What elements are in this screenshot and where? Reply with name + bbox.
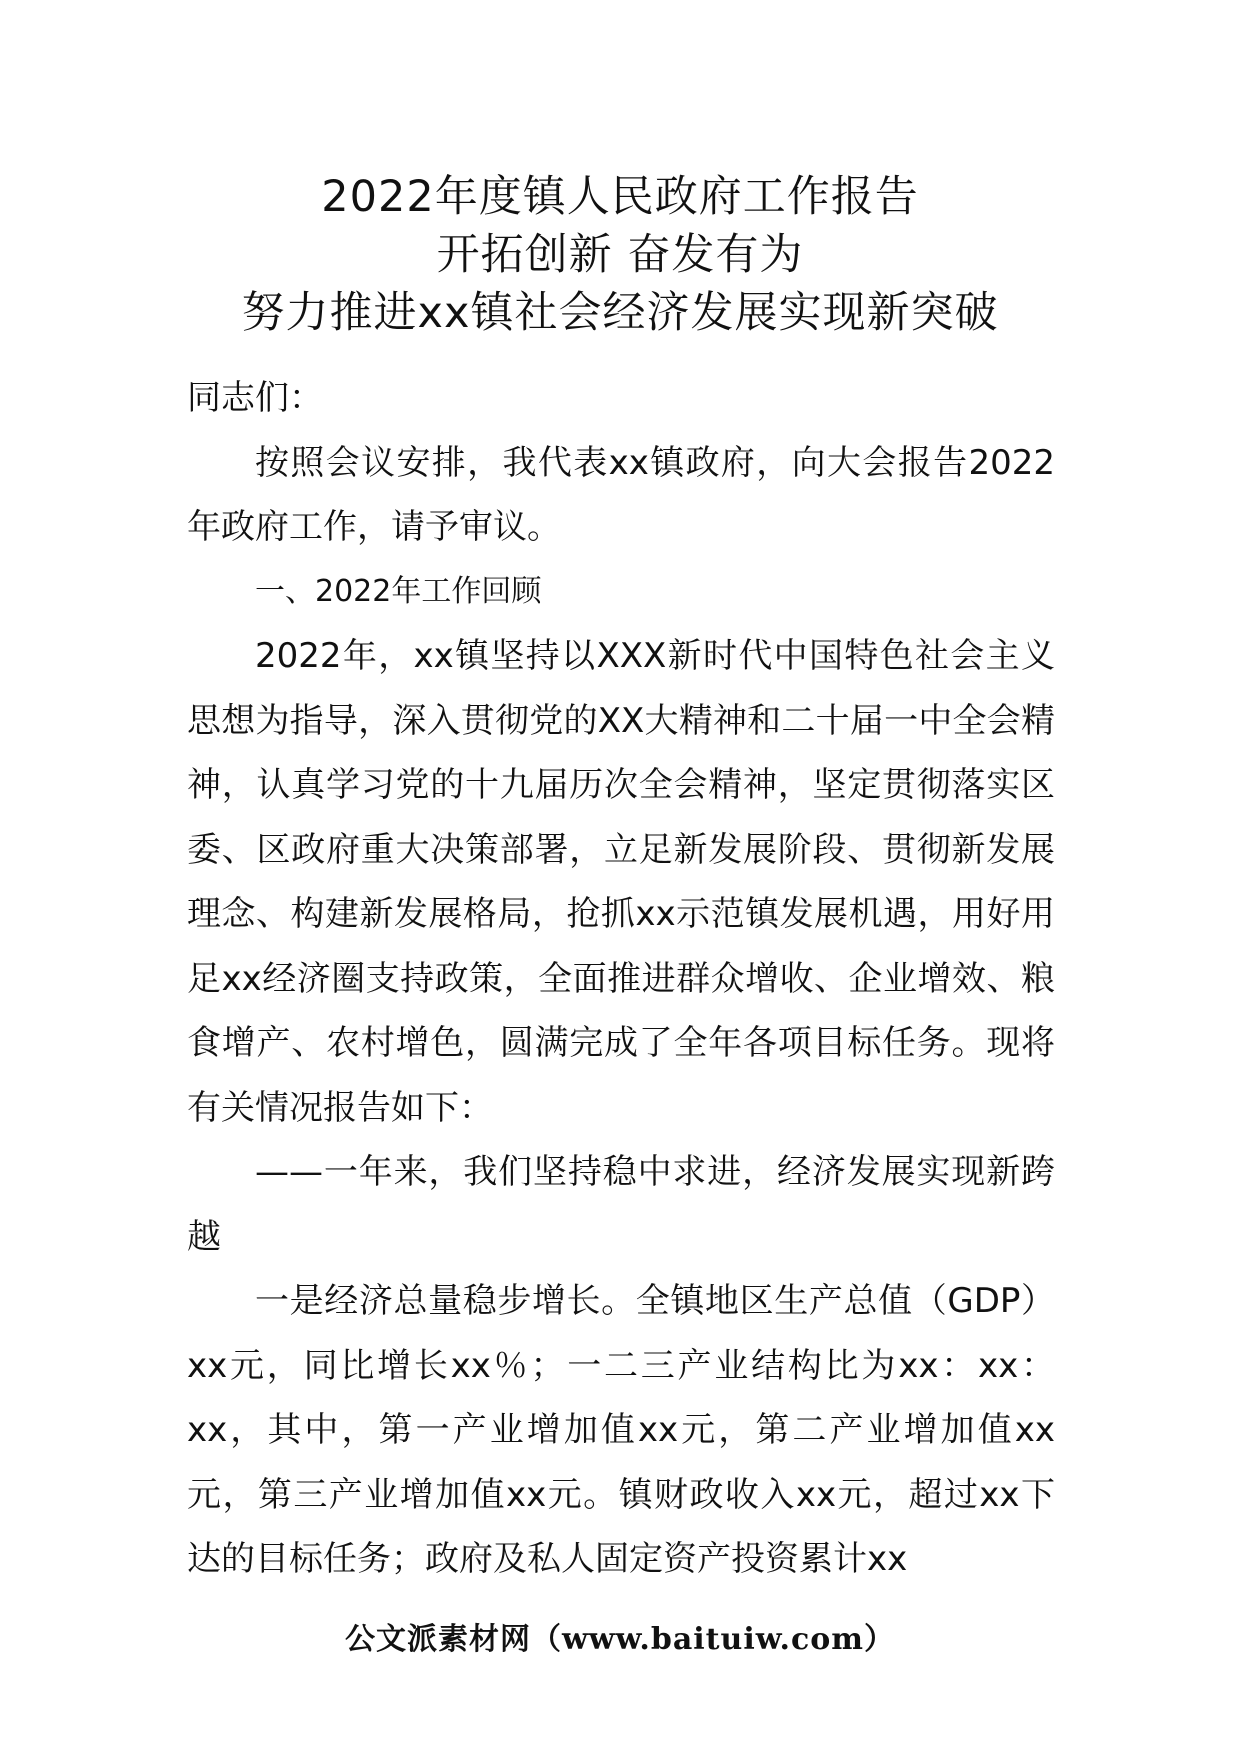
title-line-3: 努力推进xx镇社会经济发展实现新突破 <box>241 288 999 338</box>
salutation: 同志们： <box>187 378 323 418</box>
title-line-2: 开拓创新 奋发有为 <box>436 230 804 280</box>
source-footer: 公文派素材网（www.baituiw.com） <box>344 1622 896 1657</box>
sub-heading: ——一年来，我们坚持稳中求进，经济发展实现新跨越 <box>187 1152 1055 1257</box>
report-title <box>0 168 1240 342</box>
paragraph-intro: 按照会议安排，我代表xx镇政府，向大会报告2022年政府工作，请予审议。 <box>187 442 1055 547</box>
report-body <box>187 366 1055 1592</box>
title-line-1: 2022年度镇人民政府工作报告 <box>321 172 919 222</box>
section-heading: 一、2022年工作回顾 <box>255 573 542 609</box>
paragraph-economy: 一是经济总量稳步增长。全镇地区生产总值（GDP）xx元，同比增长xx％；一二三产业结构比为xx：xx：xx，其中，第一产业增加值xx元，第二产业增加值xx元，第三产业增加值xx元。镇财政收入xx元，超过xx下达的目标任务；政府及私人固定资产投资累计xx <box>187 1281 1055 1579</box>
paragraph-overview: 2022年，xx镇坚持以XXX新时代中国特色社会主义思想为指导，深入贯彻党的XX大精神和二十届一中全会精神，认真学习党的十九届历次全会精神，坚定贯彻落实区委、区政府重大决策部署，立足新发展阶段、贯彻新发展理念、构建新发展格局，抢抓xx示范镇发展机遇，用好用足xx经济圈支持政策，全面推进群众增收、企业增效、粮食增产、农村增色，圆满完成了全年各项目标任务。现将有关情况报告如下： <box>187 636 1055 1128</box>
